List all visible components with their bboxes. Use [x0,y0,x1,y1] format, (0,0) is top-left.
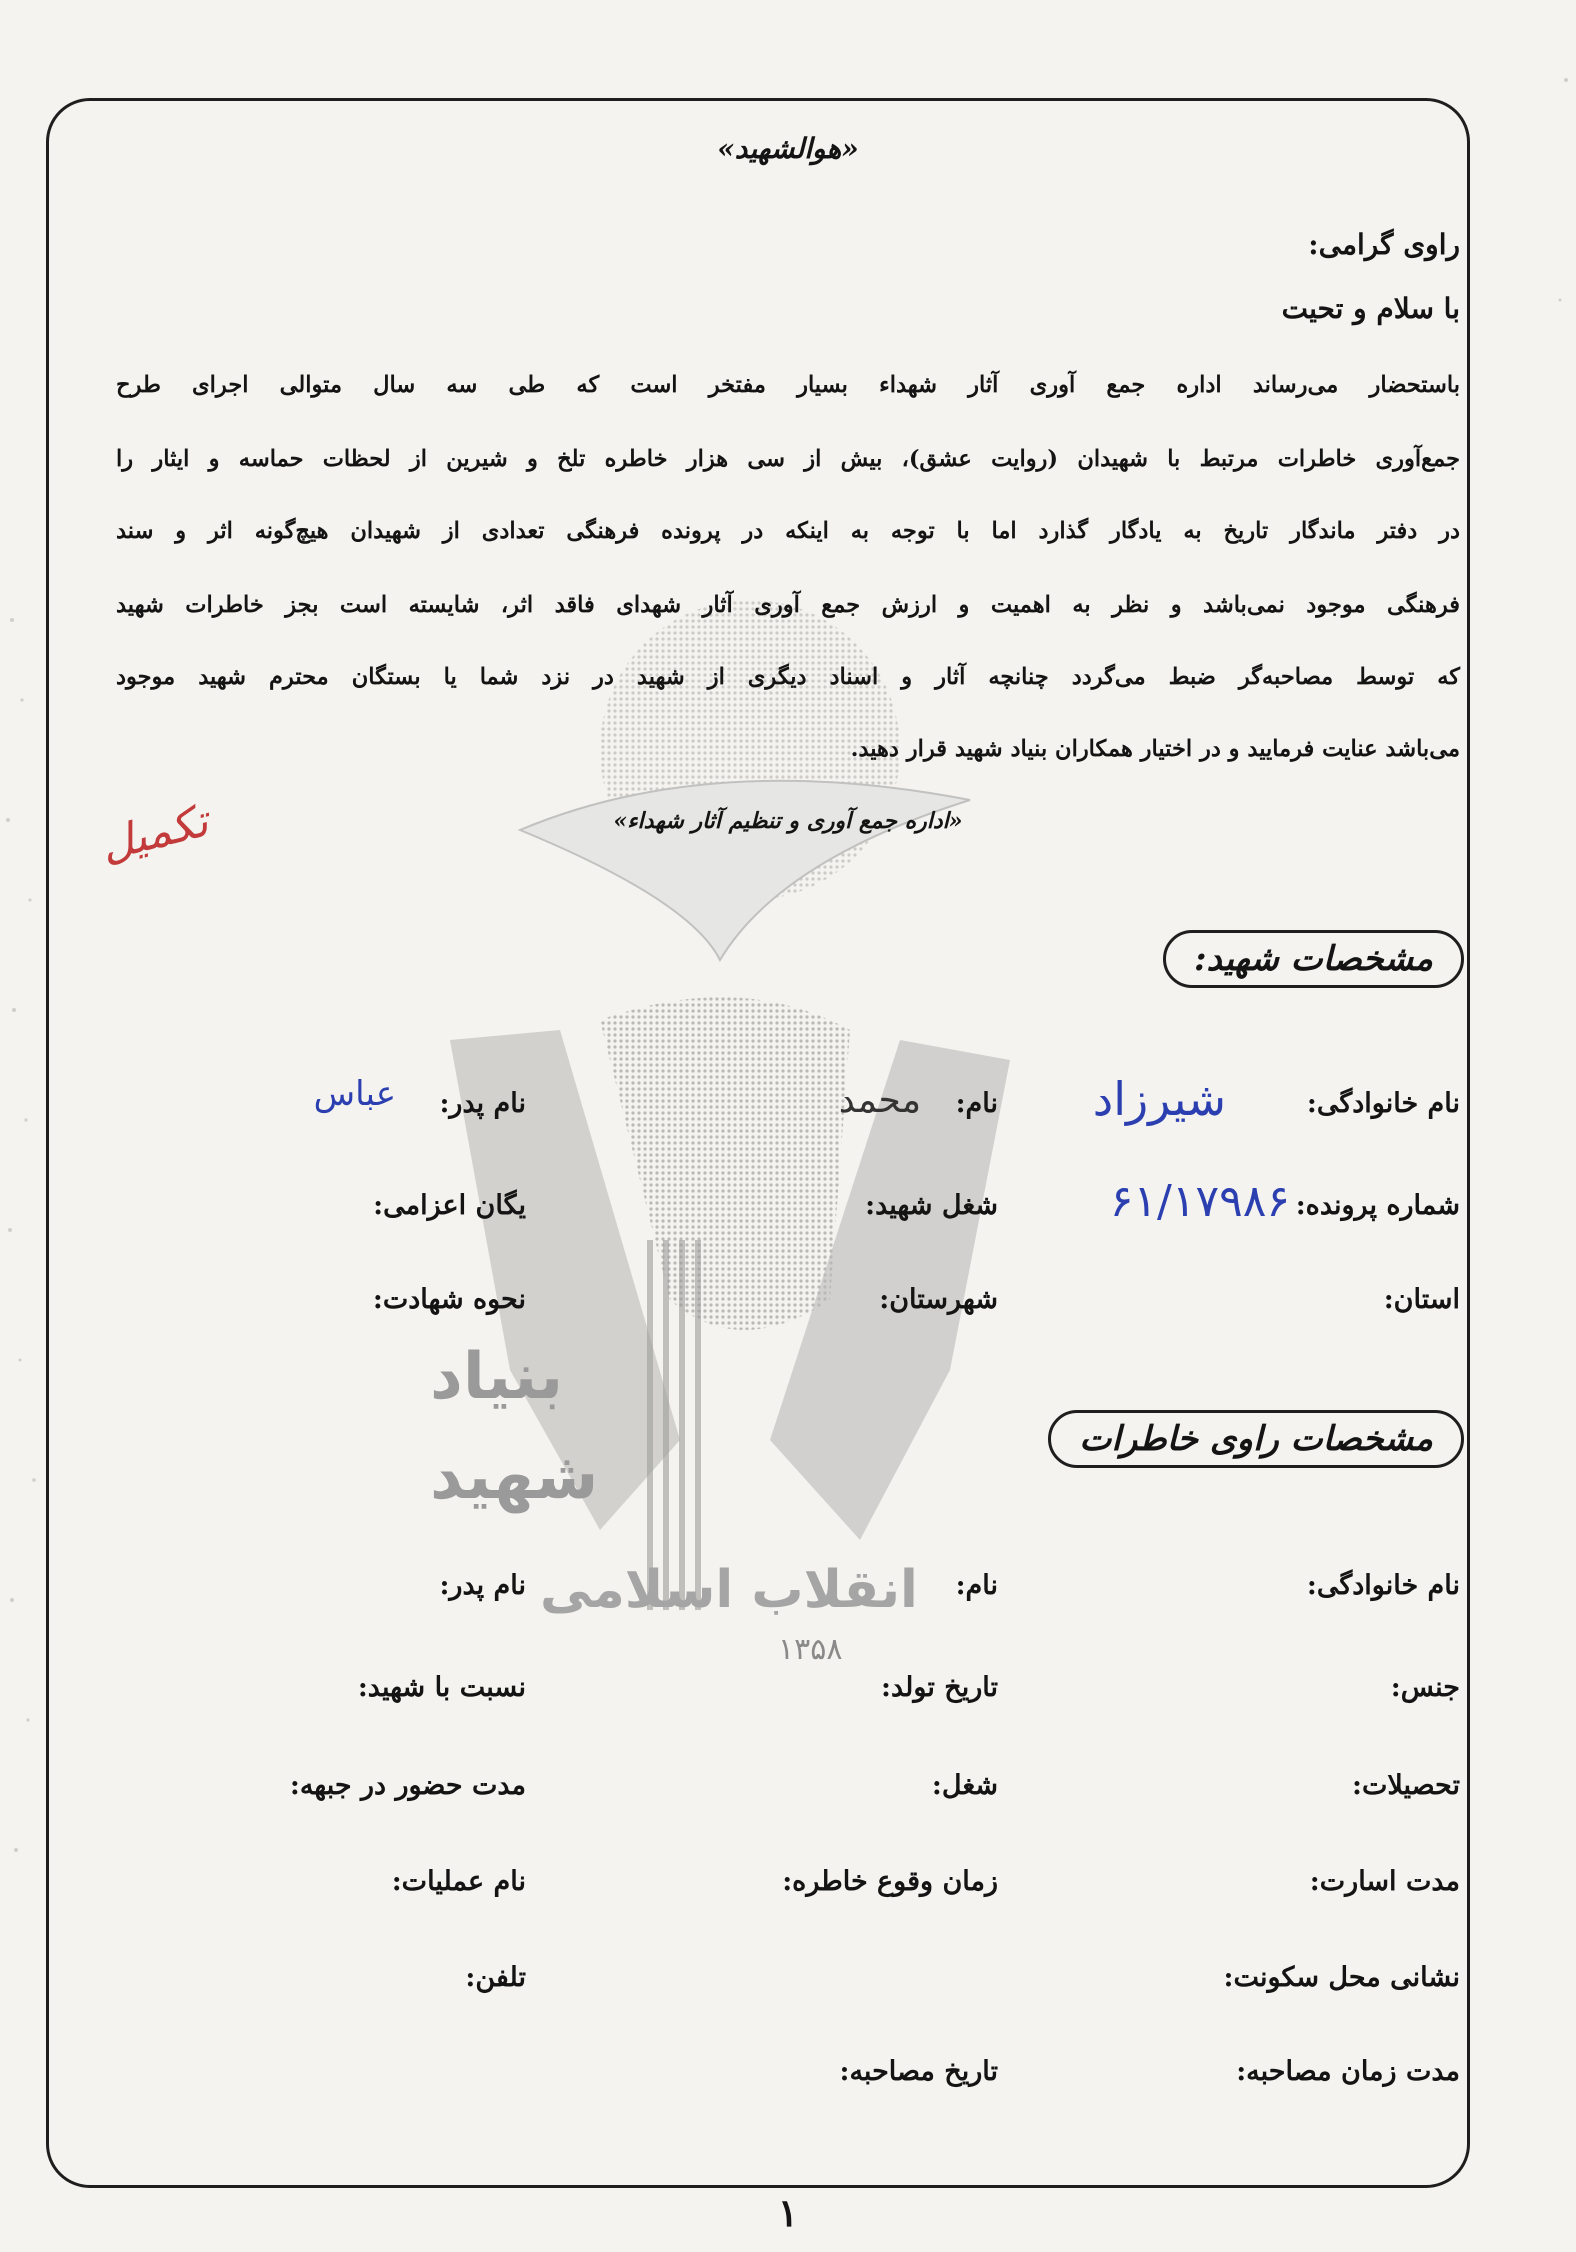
narrator-education-label: تحصیلات: [1352,1770,1460,1801]
martyr-first-name-value: محمد [838,1080,921,1121]
martyr-province-label: استان: [1383,1284,1460,1315]
narrator-memory-time-label: زمان وقوع خاطره: [782,1866,998,1897]
martyr-city-label: شهرستان: [879,1284,998,1315]
emblem-text-shahid: شهید [430,1440,599,1514]
intro-line-4: فرهنگی موجود نمی‌باشد و نظر به اهمیت و ارزش جمع آوری آثار شهدای فاقد اثر، شایسته است بجز خاطرات شهید [116,592,1460,618]
page-title: «هوالشهید» [717,132,859,165]
office-signature: «اداره جمع آوری و تنظیم آثار شهداء» [613,808,963,834]
handwritten-complete-note: تکمیل [95,795,214,872]
emblem-text-bonyad: بنیاد [430,1340,564,1414]
martyr-manner-label: نحوه شهادت: [372,1284,526,1315]
martyr-family-name-label: نام خانوادگی: [1306,1088,1460,1119]
martyr-section-heading: مشخصات شهید: [1163,930,1464,988]
intro-line-5: که توسط مصاحبه‌گر ضبط می‌گردد چنانچه آثار و اسناد دیگری از شهید در نزد شما یا بستگان محترم شهید موجود [116,664,1460,690]
martyr-file-number-label: شماره پرونده: [1295,1190,1460,1221]
narrator-phone-label: تلفن: [465,1962,526,1993]
narrator-operation-label: نام عملیات: [391,1866,526,1897]
martyr-occupation-label: شغل شهید: [865,1190,998,1221]
narrator-section-heading: مشخصات راوی خاطرات [1048,1410,1464,1468]
emblem-text-revolution: انقلاب اسلامی [540,1560,918,1620]
narrator-relation-label: نسبت با شهید: [357,1672,526,1703]
interview-date-label: تاریخ مصاحبه: [839,2056,998,2087]
intro-line-2: جمع‌آوری خاطرات مرتبط با شهیدان (روایت عشق)، بیش از سی هزار خاطره تلخ و شیرین از لحظات حماسه و ایثار را [116,446,1460,472]
narrator-front-duration-label: مدت حضور در جبهه: [289,1770,526,1801]
martyr-file-number-value: ۶۱/۱۷۹۸۶ [1109,1176,1290,1227]
martyr-first-name-label: نام: [955,1088,998,1119]
emblem-year: ۱۳۵۸ [778,1632,843,1667]
narrator-birth-date-label: تاریخ تولد: [881,1672,998,1703]
narrator-first-name-label: نام: [955,1570,998,1601]
intro-line-1: باستحضار می‌رساند اداره جمع آوری آثار شهداء بسیار مفتخر است که طی سه سال متوالی اجرای طرح [116,372,1460,398]
narrator-father-name-label: نام پدر: [439,1570,526,1601]
narrator-address-label: نشانی محل سکونت: [1223,1962,1460,1993]
narrator-gender-label: جنس: [1390,1672,1460,1703]
greeting-line: با سلام و تحیت [1281,292,1460,325]
intro-line-3: در دفتر ماندگار تاریخ به یادگار گذارد اما با توجه به اینکه در پرونده فرهنگی تعدادی از شهیدان هیچ‌گونه اثر و سند [116,518,1460,544]
addressee-line: راوی گرامی: [1308,228,1460,261]
martyr-unit-label: یگان اعزامی: [373,1190,526,1221]
interview-duration-label: مدت زمان مصاحبه: [1236,2056,1460,2087]
martyr-father-name-label: نام پدر: [439,1088,526,1119]
narrator-captivity-label: مدت اسارت: [1309,1866,1460,1897]
martyr-family-name-value: شیرزاد [1092,1072,1226,1126]
page-number: ۱ [777,2190,799,2235]
martyr-father-name-value: عباس [313,1074,396,1114]
narrator-job-label: شغل: [931,1770,998,1801]
intro-line-6: می‌باشد عنایت فرمایید و در اختیار همکاران بنیاد شهید قرار دهید. [850,736,1460,762]
narrator-family-name-label: نام خانوادگی: [1306,1570,1460,1601]
